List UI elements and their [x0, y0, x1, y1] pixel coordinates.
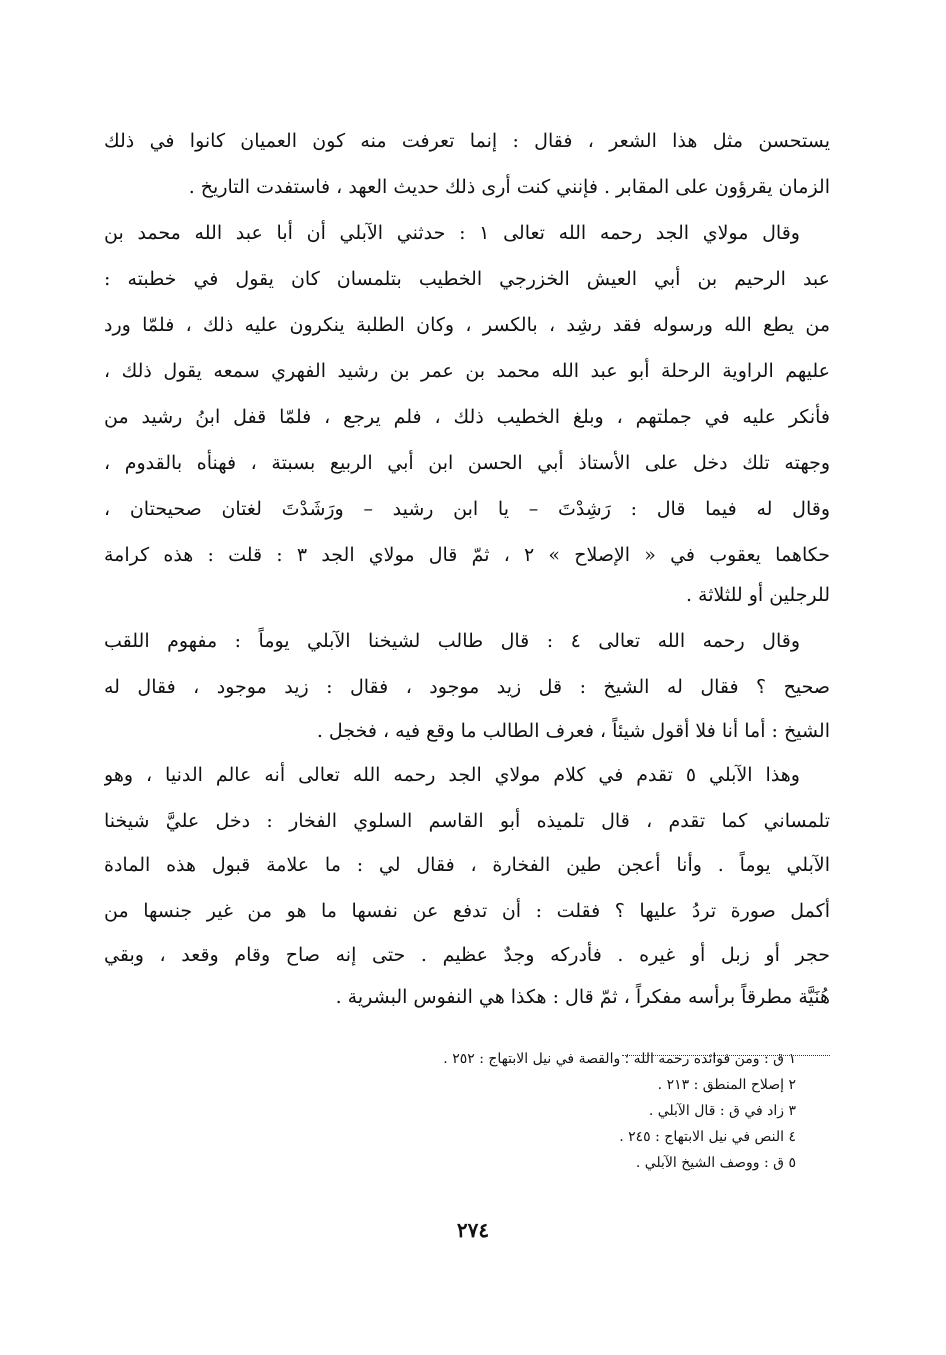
text-line: تلمساني كما تقدم ، قال تلميذه أبو القاسم السلوي الفخار : دخل عليَّ شيخنا — [104, 810, 830, 832]
text-line: يستحسن مثل هذا الشعر ، فقال : إنما تعرفت منه كون العميان كانوا في ذلك — [104, 130, 830, 152]
text-line: وقال له فيما قال : رَشِدْتَ – يا ابن رشيد – ورَشَدْتَ لغتان صحيحتان ، — [104, 498, 830, 520]
text-line: الشيخ : أما أنا فلا أقول شيئاً ، فعرف الطالب ما وقع فيه ، فخجل . — [316, 720, 830, 742]
footnote: ١ ق : ومن فوائده رحمه الله ؛ والقصة في نيل الابتهاج : ٢٥٢ . — [443, 1051, 796, 1067]
text-line: حكاهما يعقوب في « الإصلاح » ٢ ، ثمّ قال مولاي الجد ٣ : قلت : هذه كرامة — [104, 544, 830, 566]
footnote: ٣ زاد في ق : قال الآبلي . — [648, 1103, 796, 1119]
text-line: صحيح ؟ فقال له الشيخ : قل زيد موجود ، فقال : زيد موجود ، فقال له — [104, 676, 830, 698]
text-line: وهذا الآبلي ٥ تقدم في كلام مولاي الجد رحمه الله تعالى أنه عالم الدنيا ، وهو — [104, 764, 800, 786]
text-line: الزمان يقرؤون على المقابر . فإنني كنت أرى ذلك حديث العهد ، فاستفدت التاريخ . — [188, 176, 830, 198]
text-line: من يطع الله ورسوله فقد رشِد ، بالكسر ، وكان الطلبة ينكرون عليه ذلك ، فلمّا ورد — [104, 314, 830, 336]
text-line: هُنَيَّة مطرقاً برأسه مفكراً ، ثمّ قال : هكذا هي النفوس البشرية . — [335, 986, 830, 1008]
text-line: للرجلين أو للثلاثة . — [685, 584, 830, 606]
footnote: ٤ النص في نيل الابتهاج : ٢٤٥ . — [619, 1129, 796, 1145]
text-line: حجر أو زبل أو غيره . فأدركه وجدٌ عظيم . حتى إنه صاح وقام وقعد ، وبقي — [104, 944, 830, 966]
text-line: عليهم الراوية الرحلة أبو عبد الله محمد بن عمر بن رشيد الفهري سمعه يقول ذلك ، — [104, 360, 830, 382]
footnote: ٥ ق : ووصف الشيخ الآبلي . — [635, 1155, 796, 1171]
text-line: أكمل صورة تردُ عليها ؟ فقلت : أن تدفع عن نفسها ما هو من غير جنسها من — [104, 900, 830, 922]
text-line: الآبلي يوماً . وأنا أعجن طين الفخارة ، فقال لي : ما علامة قبول هذه المادة — [104, 854, 830, 876]
footnote: ٢ إصلاح المنطق : ٢١٣ . — [657, 1077, 796, 1093]
text-line: وقال رحمه الله تعالى ٤ : قال طالب لشيخنا الآبلي يوماً : مفهوم اللقب — [104, 630, 800, 652]
text-line: وقال مولاي الجد رحمه الله تعالى ١ : حدثني الآبلي أن أبا عبد الله محمد بن — [104, 222, 800, 244]
text-line: عبد الرحيم بن أبي العيش الخزرجي الخطيب بتلمسان كان يقول في خطبته : — [104, 268, 830, 290]
page-number: ٢٧٤ — [456, 1218, 490, 1242]
text-line: فأنكر عليه في جملتهم ، وبلغ الخطيب ذلك ، فلم يرجع ، فلمّا قفل ابنُ رشيد من — [104, 406, 830, 428]
text-line: وجهته تلك دخل على الأستاذ أبي الحسن ابن أبي الربيع بسبتة ، فهنأه بالقدوم ، — [104, 452, 830, 474]
